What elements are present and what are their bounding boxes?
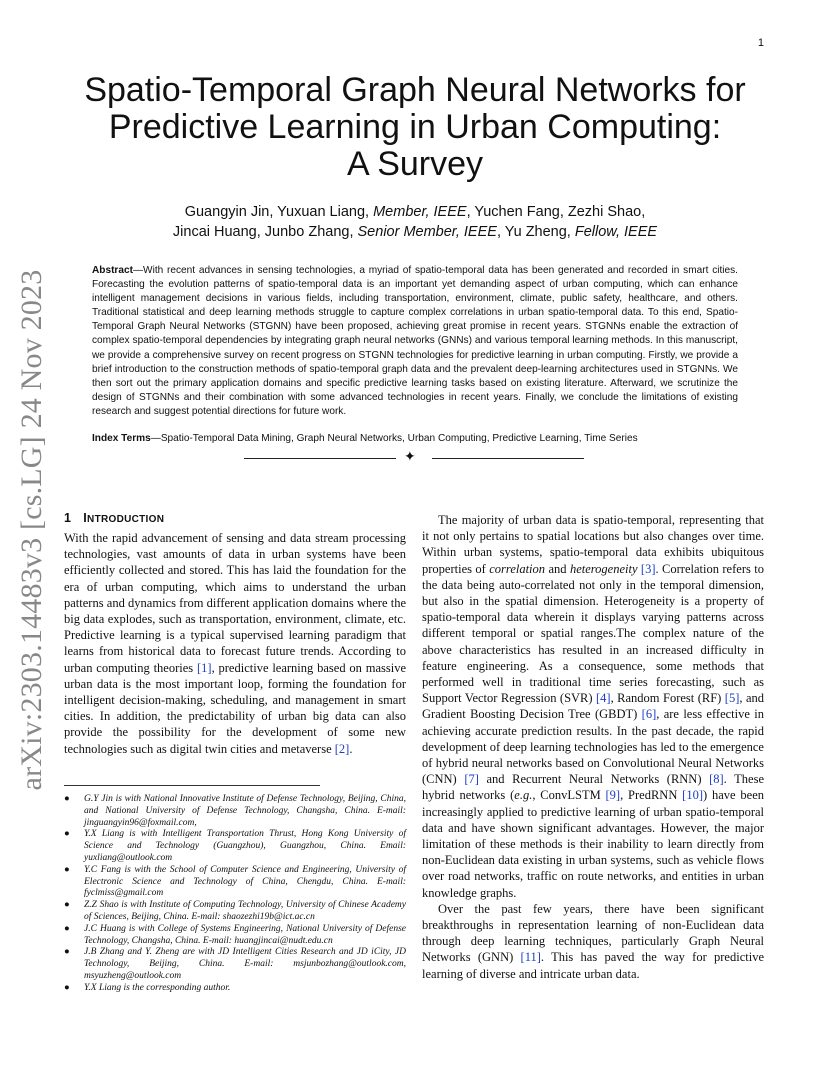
abstract-label: Abstract xyxy=(92,265,133,276)
author-list xyxy=(80,202,750,243)
divider-star-icon: ✦ xyxy=(404,450,416,465)
footnote-item xyxy=(64,900,406,924)
citation-link[interactable]: [9] xyxy=(605,788,621,803)
paragraph-text: , are less effective in achieving accurate prediction results. In the past decade, the rapid development of deep learning technologies has led to the emergence of hybrid neural networks based on Convolutional Neural Networks (CNN) xyxy=(422,707,764,787)
emphasis-text: correlation xyxy=(489,561,546,576)
citation-link[interactable]: [7] xyxy=(464,772,479,787)
citation-link[interactable]: [8] xyxy=(709,772,724,787)
paper-title xyxy=(60,72,770,183)
footnote-text: G.Y Jin is with National Innovative Institute of Defense Technology, Beijing, China, and National University of Defense Technology, Changsha, China. E-mail: jinguangyin96@foxmail.com, xyxy=(84,794,406,828)
abstract-text: —With recent advances in sensing technologies, a myriad of spatio-temporal data has been generated and recorded in smart cities. Forecasting the evolution patterns of spatio-temporal data is an important yet demanding aspect of urban computing, which can enhance intelligent management decisions in various fields, including transportation, environment, climate, public safety, healthcare, and others. Traditional statistical and deep learning methods struggle to capture complex correlations in urban spatio-temporal data. To this end, Spatio-Temporal Graph Neural Networks (STGNN) have been proposed, achieving great promise in recent years. STGNNs enable the extraction of complex spatio-temporal dependencies by integrating graph neural networks (GNNs) and various temporal learning methods. In this manuscript, we provide a comprehensive survey on recent progress on STGNN technologies for predictive learning in urban computing. Firstly, we provide a brief introduction to the construction methods of spatio-temporal graph data and the prevalent deep-learning architectures used in STGNNs. We then sort out the primary application domains and specific predictive learning tasks based on existing literature. Afterward, we scrutinize the design of STGNNs and their combination with some advanced technologies in recent years. Finally, we conclude the limitations of existing research and suggest potential directions for future work. xyxy=(92,265,738,417)
footnotes xyxy=(64,794,406,995)
footnote-text: Y.C Fang is with the School of Computer Science and Engineering, University of Electronic Science and Technology of China, Chengdu, China. E-mail: fyclmiss@gmail.com xyxy=(84,864,406,899)
section-number: 1 xyxy=(64,511,72,525)
authors-text: Guangyin Jin, Yuxuan Liang, xyxy=(184,204,374,220)
author-line-1 xyxy=(80,202,750,222)
section-title-rest: NTRODUCTION xyxy=(87,514,165,525)
footnote-item xyxy=(64,947,406,982)
bullet-icon: ● xyxy=(64,982,70,993)
intro-paragraph xyxy=(64,530,406,757)
author-affil-title: Senior Member, IEEE xyxy=(357,224,497,241)
citation-link[interactable]: [3] xyxy=(640,561,656,576)
paragraph-text: and Recurrent Neural Networks (RNN) xyxy=(478,772,710,787)
section-title-initial: I xyxy=(83,511,88,525)
divider-line xyxy=(432,458,584,459)
author-affil-title: Fellow, IEEE xyxy=(574,224,658,241)
index-terms-text: —Spatio-Temporal Data Mining, Graph Neural Networks, Urban Computing, Predictive Learning, Time Series xyxy=(150,433,638,444)
footnote-item xyxy=(64,794,406,829)
bullet-icon: ● xyxy=(64,947,70,958)
right-column xyxy=(422,512,764,982)
divider-line xyxy=(244,458,396,459)
section-heading xyxy=(64,511,164,525)
title-line-3: A Survey xyxy=(346,145,484,183)
emphasis-text: e.g. xyxy=(514,788,533,803)
bullet-icon: ● xyxy=(64,900,70,911)
body-paragraph xyxy=(422,512,764,901)
left-column xyxy=(64,530,406,757)
index-terms xyxy=(92,432,738,446)
author-affil-title: Member, IEEE xyxy=(373,204,467,220)
footnote-text: Y.X Liang is the corresponding author. xyxy=(84,982,231,993)
paragraph-text: and xyxy=(545,561,570,576)
bullet-icon: ● xyxy=(64,923,70,934)
bullet-icon: ● xyxy=(64,794,70,804)
index-terms-label: Index Terms xyxy=(92,433,151,444)
footnote-item xyxy=(64,829,406,864)
paragraph-text: , Random Forest (RF) xyxy=(610,691,725,706)
paragraph-text: , ConvLSTM xyxy=(532,788,606,803)
emphasis-text: heterogeneity xyxy=(569,561,638,576)
citation-link[interactable]: [5] xyxy=(724,691,740,706)
paragraph-text: , PredRNN xyxy=(620,788,683,803)
title-line-1: Spatio-Temporal Graph Neural Networks for xyxy=(84,71,746,109)
citation-link[interactable]: [11] xyxy=(520,950,541,965)
bullet-icon: ● xyxy=(64,829,70,840)
paragraph-text: , predictive learning based on massive urban data is the most important loop, forming the foundation for intelligent decision-making, scheduling, and management in smart cities. In addition, the predictability of urban big data can also provide the possibility for the development of some new technologies such as digital twin cities and metaverse xyxy=(64,660,406,756)
citation-link[interactable]: [4] xyxy=(596,691,611,706)
bullet-icon: ● xyxy=(64,864,70,875)
section-divider xyxy=(244,452,584,466)
footnote-item xyxy=(64,924,406,948)
author-line-2 xyxy=(80,222,750,242)
title-line-2: Predictive Learning in Urban Computing: xyxy=(108,108,722,146)
citation-link[interactable]: [10] xyxy=(682,788,703,803)
authors-text: , Yu Zheng, xyxy=(496,224,575,241)
paragraph-text: . This has paved the way for predictive learning of diverse and intricate urban data. xyxy=(422,950,764,981)
authors-text: Jincai Huang, Junbo Zhang, xyxy=(172,224,358,241)
paragraph-text: . These hybrid networks ( xyxy=(422,772,765,803)
citation-link[interactable]: [2] xyxy=(334,741,350,756)
body-paragraph xyxy=(422,901,764,982)
footnote-text: Y.X Liang is with Intelligent Transportation Thrust, Hong Kong University of Science and Technology (Guangzhou), Guangzhou, China. Email: yuxliang@outlook.com xyxy=(84,829,406,863)
citation-link[interactable]: [1] xyxy=(196,660,212,675)
footnote-text: J.B Zhang and Y. Zheng are with JD Intelligent Cities Research and JD iCity, JD Technology, Beijing, China. E-mail: msjunbozhang@outlook.com, msyuzheng@outlook.com xyxy=(84,947,406,981)
paragraph-text: , and Gradient Boosting Decision Tree (GBDT) xyxy=(422,691,764,722)
abstract xyxy=(92,264,738,419)
citation-link[interactable]: [6] xyxy=(641,707,657,722)
footnote-item xyxy=(64,983,406,995)
authors-text: , Yuchen Fang, Zezhi Shao, xyxy=(466,204,646,220)
paragraph-text: ) have been increasingly applied to predictive learning of urban spatio-temporal data and have shown significant advantages. However, the major limitation of these methods is their inability to learn directly from non-Euclidean data existing in urban systems, such as vehicle flows over road networks, traffic on route networks, and entities in urban knowledge graphs. xyxy=(422,788,764,900)
arxiv-stamp-text: arXiv:2303.14483v3 [cs.LG] 24 Nov 2023 xyxy=(15,269,48,791)
footnote-text: Z.Z Shao is with Institute of Computing Technology, University of Chinese Academy of Sciences, Beijing, China. E-mail: shaozezhi19b@ict.ac.cn xyxy=(84,900,406,922)
page-number: 1 xyxy=(757,37,764,49)
paragraph-text: The majority of urban data is spatio-temporal, representing that it not only pertains to spatial locations but also changes over time. Within urban systems, spatio-temporal data exhibits ubiquitous properties of xyxy=(422,513,764,576)
arxiv-stamp xyxy=(12,269,52,791)
paragraph-text: . Correlation refers to the data being auto-correlated not only in the temporal dimension, but also in the spatial dimension. Heterogeneity is a property of spatio-temporal data wherein it displays varying patterns across different temporal or spatial ranges.The complex nature of the above characteristics has resulted in an increased difficulty in feature engineering. As a consequence, some methods that performed well in traditional time series forecasting, such as Support Vector Regression (SVR) xyxy=(422,561,764,706)
paragraph-text: . xyxy=(349,741,353,756)
footnote-item xyxy=(64,865,406,900)
footnote-rule xyxy=(64,785,320,786)
paragraph-text: Over the past few years, there have been significant breakthroughs in representation learning of non-Euclidean data through deep learning techniques, particularly Graph Neural Networks (GNN) xyxy=(422,901,764,965)
footnote-text: J.C Huang is with College of Systems Engineering, National University of Defense Technology, Changsha, China. E-mail: huangjincai@nudt.edu.cn xyxy=(84,923,406,946)
paragraph-text: With the rapid advancement of sensing and data stream processing technologies, vast amounts of data in urban systems have been efficiently collected and stored. This has laid the foundation for the era of urban computing, which aims to understand the urban patterns and dynamics from different application domains where the big data explodes, such as transportation, environment, climate, etc. Predictive learning is a typical supervised learning paradigm that learns from historical data to forecast future trends. According to urban computing theories xyxy=(64,531,406,675)
